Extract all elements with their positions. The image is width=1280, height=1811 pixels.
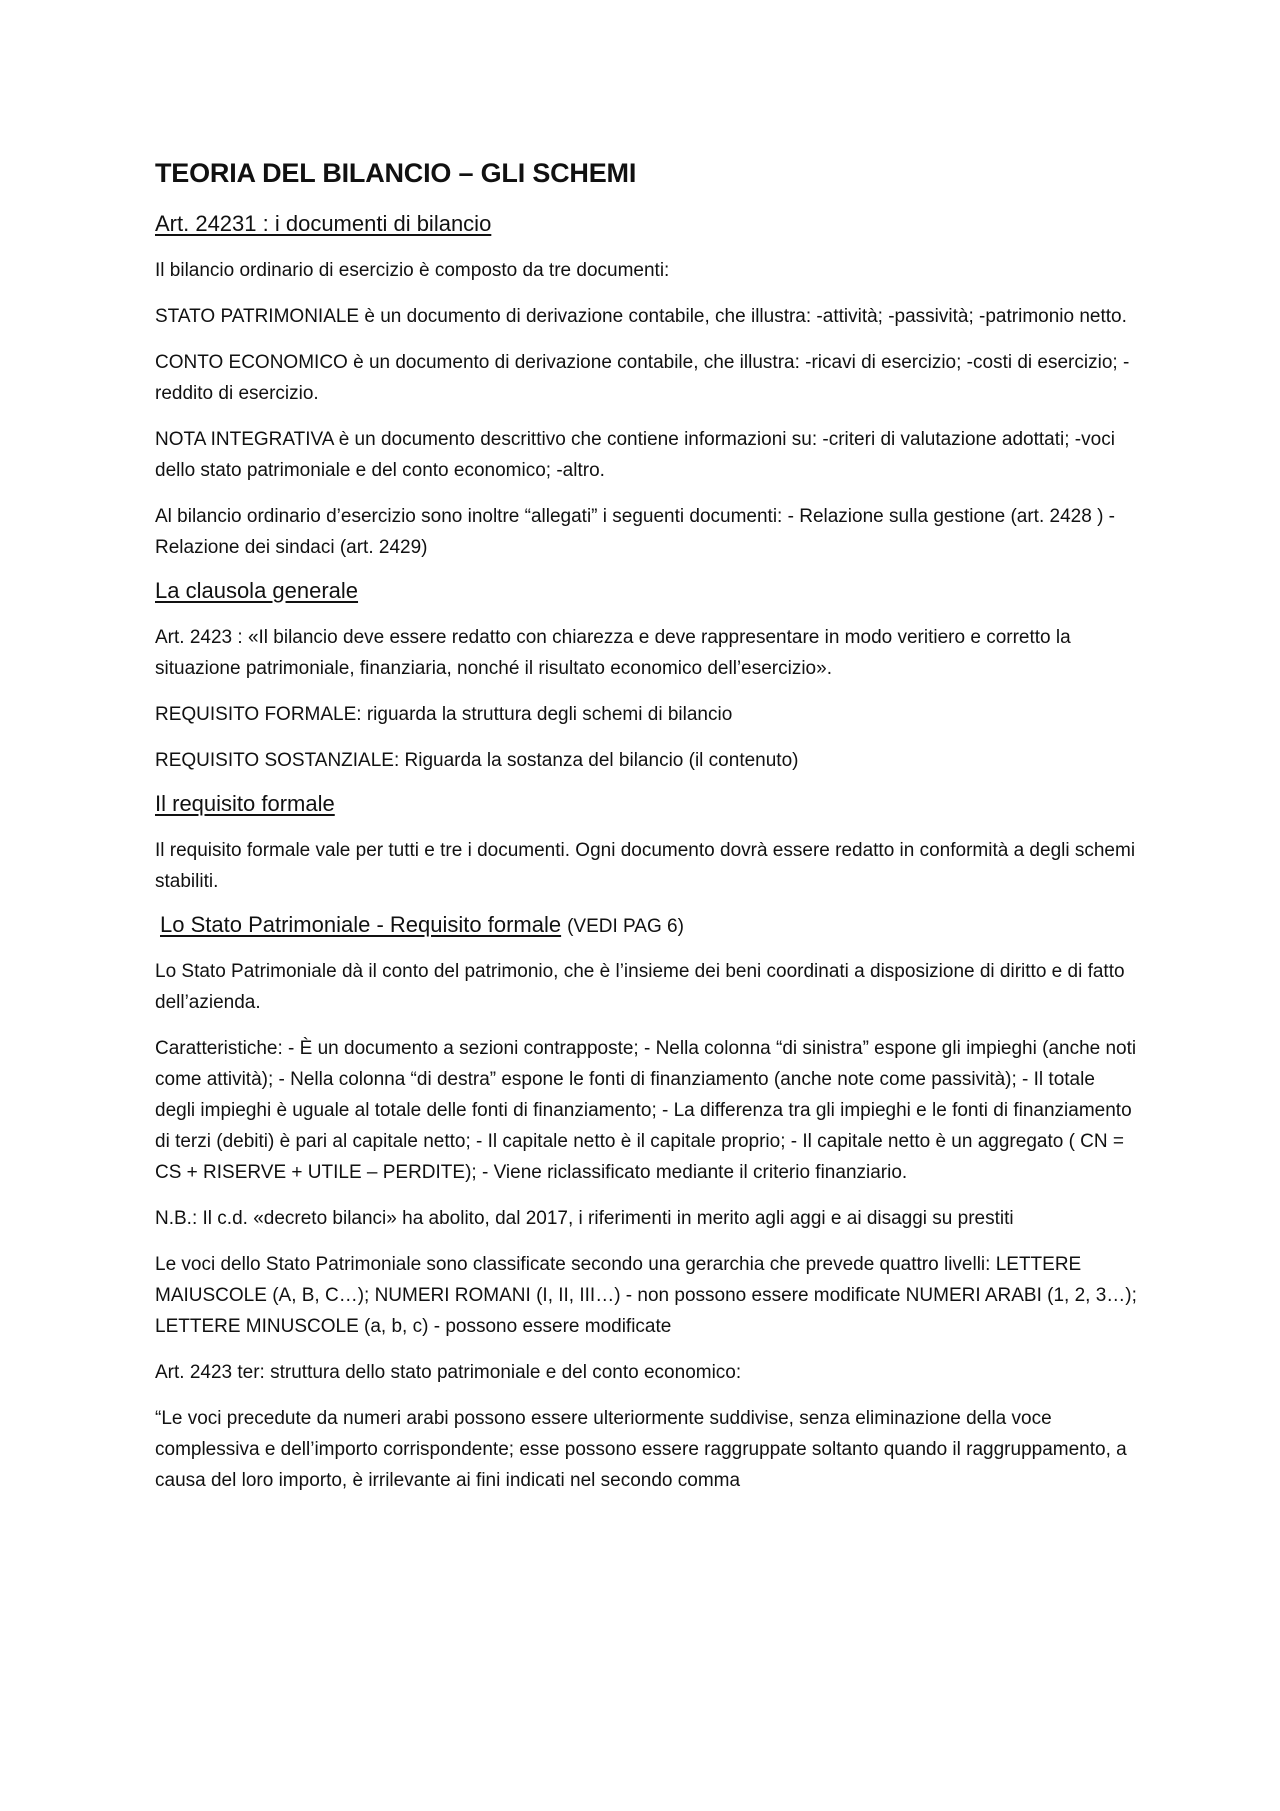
paragraph: Le voci dello Stato Patrimoniale sono classificate secondo una gerarchia che prevede quattro livelli: LETTERE MAIUSCOLE (A, B, C…); NUMERI ROMANI (I, II, III…) - non possono essere modificate NUMERI ARABI (1, 2, 3…); LETTERE MINUSCOLE (a, b, c) - possono essere modificate xyxy=(155,1254,1137,1337)
paragraph: Caratteristiche: - È un documento a sezioni contrapposte; - Nella colonna “di sinistra” espone gli impieghi (anche noti come attività); - Nella colonna “di destra” espone le fonti di finanziamento (anche note come passività); - Il totale degli impieghi è uguale al totale delle fonti di finanziamento; - La differenza tra gli impieghi e le fonti di finanziamento di terzi (debiti) è pari al capitale netto; - Il capitale netto è il capitale proprio; - Il capitale netto è un aggregato ( CN = CS + RISERVE + UTILE – PERDITE); - Viene riclassificato mediante il criterio finanziario. xyxy=(155,1038,1137,1183)
paragraph: Lo Stato Patrimoniale dà il conto del patrimonio, che è l’insieme dei beni coordinati a disposizione di diritto e di fatto dell’azienda. xyxy=(155,961,1125,1013)
paragraph: CONTO ECONOMICO è un documento di derivazione contabile, che illustra: -ricavi di esercizio; -costi di esercizio; -reddito di esercizio. xyxy=(155,352,1130,404)
heading-clausola-generale: La clausola generale xyxy=(155,578,359,603)
paragraph: “Le voci precedute da numeri arabi possono essere ulteriormente suddivise, senza eliminazione della voce complessiva e dell’importo corrispondente; esse possono essere raggruppate soltanto quando il raggruppamento, a causa del loro importo, è irrilevante ai fini indicati nel secondo comma xyxy=(155,1408,1127,1491)
heading-requisito-formale: Il requisito formale xyxy=(155,791,335,816)
paragraph: Art. 2423 ter: struttura dello stato patrimoniale e del conto economico: xyxy=(155,1362,742,1383)
document-page xyxy=(155,158,1140,1511)
paragraph: Il requisito formale vale per tutti e tre i documenti. Ogni documento dovrà essere redatto in conformità a degli schemi stabiliti. xyxy=(155,840,1136,892)
paragraph: REQUISITO SOSTANZIALE: Riguarda la sostanza del bilancio (il contenuto) xyxy=(155,750,799,771)
heading-note: (VEDI PAG 6) xyxy=(567,916,684,937)
heading-stato-patrimoniale xyxy=(155,912,1140,938)
heading-text: Lo Stato Patrimoniale - Requisito formale xyxy=(160,912,562,937)
paragraph: STATO PATRIMONIALE è un documento di derivazione contabile, che illustra: -attività; -passività; -patrimonio netto. xyxy=(155,306,1127,327)
document-title: TEORIA DEL BILANCIO – GLI SCHEMI xyxy=(155,158,637,188)
paragraph: Il bilancio ordinario di esercizio è composto da tre documenti: xyxy=(155,260,670,281)
paragraph: Al bilancio ordinario d’esercizio sono inoltre “allegati” i seguenti documenti: - Relazione sulla gestione (art. 2428 ) - Relazione dei sindaci (art. 2429) xyxy=(155,506,1116,558)
paragraph: NOTA INTEGRATIVA è un documento descrittivo che contiene informazioni su: -criteri di valutazione adottati; -voci dello stato patrimoniale e del conto economico; -altro. xyxy=(155,429,1115,481)
paragraph: Art. 2423 : «Il bilancio deve essere redatto con chiarezza e deve rappresentare in modo veritiero e corretto la situazione patrimoniale, finanziaria, nonché il risultato economico dell’esercizio». xyxy=(155,627,1071,679)
paragraph: REQUISITO FORMALE: riguarda la struttura degli schemi di bilancio xyxy=(155,704,733,725)
heading-documenti-bilancio: Art. 24231 : i documenti di bilancio xyxy=(155,211,492,236)
paragraph: N.B.: Il c.d. «decreto bilanci» ha abolito, dal 2017, i riferimenti in merito agli aggi e ai disaggi su prestiti xyxy=(155,1208,1014,1229)
